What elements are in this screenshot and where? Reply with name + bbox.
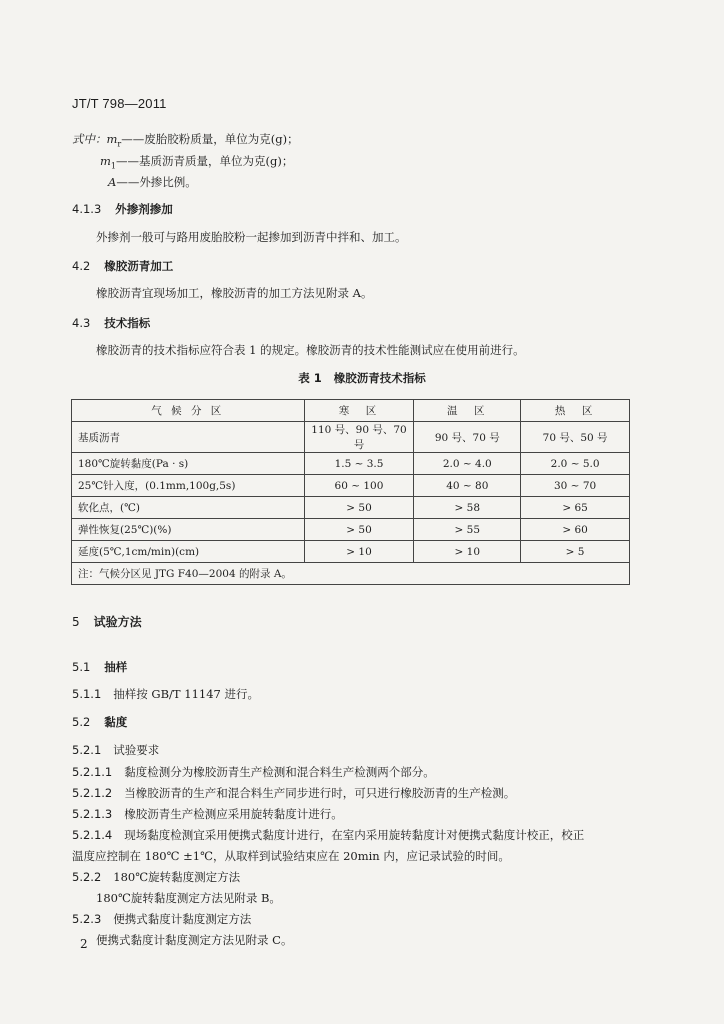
section-5-2-3-body: 便携式黏度计黏度测定方法见附录 C。 [96,933,293,947]
table-cell: > 60 [521,519,630,541]
table-cell: > 50 [304,497,414,519]
table-note-row [72,563,630,585]
section-5-2-1: 5.2.1 试验要求 [72,743,160,757]
section-5-1-1: 5.1.1 抽样按 GB/T 11147 进行。 [72,687,259,701]
section-4-1-3-body: 外掺剂一般可与路用废胎胶粉一起掺加到沥青中拌和、加工。 [96,230,407,244]
section-4-2-body: 橡胶沥青宜现场加工，橡胶沥青的加工方法见附录 A。 [96,286,373,300]
table-header-cell: 寒 区 [304,400,414,422]
table-header-cell: 温 区 [414,400,521,422]
section-4-3-heading: 4.3 技术指标 [72,316,151,330]
table-cell: 弹性恢复(25℃)(%) [72,519,305,541]
section-5-2-heading: 5.2 黏度 [72,715,128,729]
table-cell: > 50 [304,519,414,541]
document-code: JT/T 798—2011 [72,96,167,111]
table-row [72,497,630,519]
table-header-row [72,400,630,422]
section-5-2-1-1: 5.2.1.1 黏度检测分为橡胶沥青生产检测和混合料生产检测两个部分。 [72,765,435,779]
section-4-3-body: 橡胶沥青的技术指标应符合表 1 的规定。橡胶沥青的技术性能测试应在使用前进行。 [96,343,525,357]
formula-note-m1: $m_1——$基质沥青质量，单位为克(g)； [100,154,294,171]
table-cell: > 55 [414,519,521,541]
table-caption: 表 1 橡胶沥青技术指标 [298,371,426,385]
section-4-2-heading: 4.2 橡胶沥青加工 [72,259,174,273]
table-cell: 40 ~ 80 [414,475,521,497]
table-cell: 软化点，(℃) [72,497,305,519]
section-5-2-1-4: 5.2.1.4 现场黏度检测宜采用便携式黏度计进行，在室内采用旋转黏度计对便携式黏度计校正，校正 [72,828,585,842]
table-cell: > 65 [521,497,630,519]
table-cell: 1.5 ~ 3.5 [304,453,414,475]
table-header-cell: 热 区 [521,400,630,422]
page-number: 2 [80,937,88,951]
section-5-2-1-3: 5.2.1.3 橡胶沥青生产检测应采用旋转黏度计进行。 [72,807,343,821]
table-cell: 30 ~ 70 [521,475,630,497]
section-5-heading: 5 试验方法 [72,615,142,629]
table-cell: > 10 [414,541,521,563]
table-row [72,541,630,563]
section-4-1-3-heading: 4.1.3 外掺剂掺加 [72,202,173,216]
table-row [72,519,630,541]
table-cell: 60 ~ 100 [304,475,414,497]
section-5-1-heading: 5.1 抽样 [72,660,128,674]
table-row [72,475,630,497]
table-cell: 25℃针入度，(0.1mm,100g,5s) [72,475,305,497]
table-cell: 基质沥青 [72,422,305,453]
table-cell: > 58 [414,497,521,519]
section-5-2-1-2: 5.2.1.2 当橡胶沥青的生产和混合料生产同步进行时，可只进行橡胶沥青的生产检测。 [72,786,516,800]
technical-index-table [71,399,630,585]
table-cell: > 10 [304,541,414,563]
formula-note-a: A——外掺比例。 [108,175,197,189]
section-5-2-1-4-cont: 温度应控制在 180℃ ±1℃，从取样到试验结束应在 20min 内，应记录试验的时间。 [72,849,510,863]
formula-note-mr: 式中：$m_r——$废胎胶粉质量，单位为克(g)； [72,132,299,149]
section-5-2-2-body: 180℃旋转黏度测定方法见附录 B。 [96,891,281,905]
table-cell: 2.0 ~ 5.0 [521,453,630,475]
table-header-cell: 气 候 分 区 [72,400,305,422]
section-5-2-2: 5.2.2 180℃旋转黏度测定方法 [72,870,241,884]
table-row [72,453,630,475]
table-note: 注：气候分区见 JTG F40—2004 的附录 A。 [72,563,630,585]
table-cell: 2.0 ~ 4.0 [414,453,521,475]
section-5-2-3: 5.2.3 便携式黏度计黏度测定方法 [72,912,252,926]
table-cell: 90 号、70 号 [414,422,521,453]
table-cell: 延度(5℃,1cm/min)(cm) [72,541,305,563]
table-row [72,422,630,453]
table-cell: 110 号、90 号、70 号 [304,422,414,453]
table-cell: 70 号、50 号 [521,422,630,453]
table-cell: 180℃旋转黏度(Pa · s) [72,453,305,475]
table-cell: > 5 [521,541,630,563]
